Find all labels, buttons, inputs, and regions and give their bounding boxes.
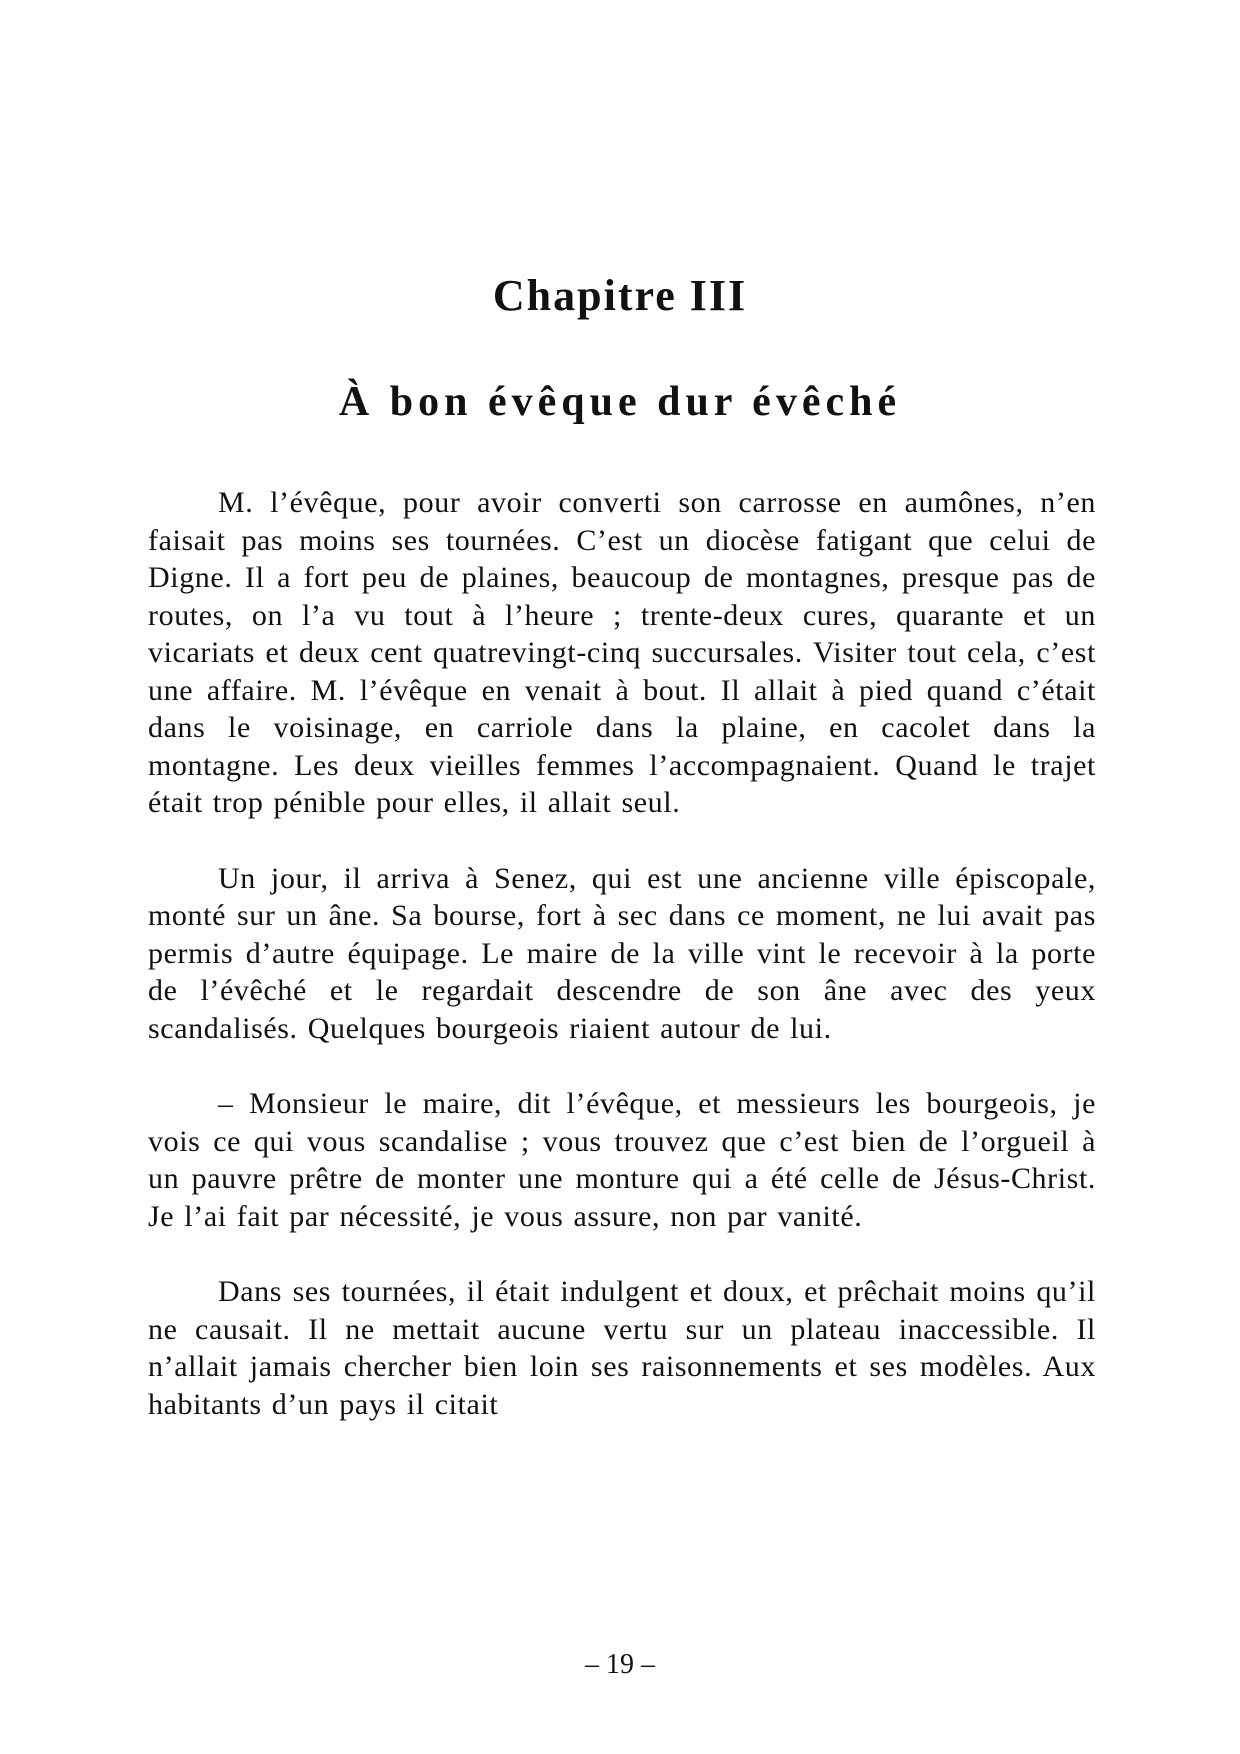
chapter-body bbox=[148, 484, 1096, 1461]
paragraph: M. l’évêque, pour avoir converti son carrosse en aumônes, n’en faisait pas moins ses tournées. C’est un diocèse fatigant que celui de Digne. Il a fort peu de plaines, beaucoup de montagnes, presque pas de routes, on l’a vu tout à l’heure ; trente-deux cures, quarante et un vicariats et deux cent quatrevingt-cinq succursales. Visiter tout cela, c’est une affaire. M. l’évêque en venait à bout. Il allait à pied quand c’était dans le voisinage, en carriole dans la plaine, en cacolet dans la montagne. Les deux vieilles femmes l’accompagnaient. Quand le trajet était trop pénible pour elles, il allait seul. bbox=[148, 486, 1096, 819]
chapter-title: À bon évêque dur évêché bbox=[338, 379, 902, 425]
paragraph: – Monsieur le maire, dit l’évêque, et messieurs les bourgeois, je vois ce qui vous scandalise ; vous trouvez que c’est bien de l’orgueil à un pauvre prêtre de monter une monture qui a été celle de Jésus-Christ. Je l’ai fait par nécessité, je vous assure, non par vanité. bbox=[148, 1087, 1096, 1233]
paragraph: Un jour, il arriva à Senez, qui est une ancienne ville épiscopale, monté sur un âne. Sa bourse, fort à sec dans ce moment, ne lui avait pas permis d’autre équipage. Le maire de la ville vint le recevoir à la porte de l’évêché et le regardait descendre de son âne avec des yeux scandalisés. Quelques bourgeois riaient autour de lui. bbox=[148, 861, 1096, 1045]
chapter-number: Chapitre III bbox=[492, 271, 748, 320]
page-number: – 19 – bbox=[585, 1649, 655, 1680]
paragraph: Dans ses tournées, il était indulgent et doux, et prêchait moins qu’il ne causait. Il ne mettait aucune vertu sur un plateau inaccessible. Il n’allait jamais chercher bien loin ses raisonnements et ses modèles. Aux habitants d’un pays il citait bbox=[148, 1275, 1096, 1421]
